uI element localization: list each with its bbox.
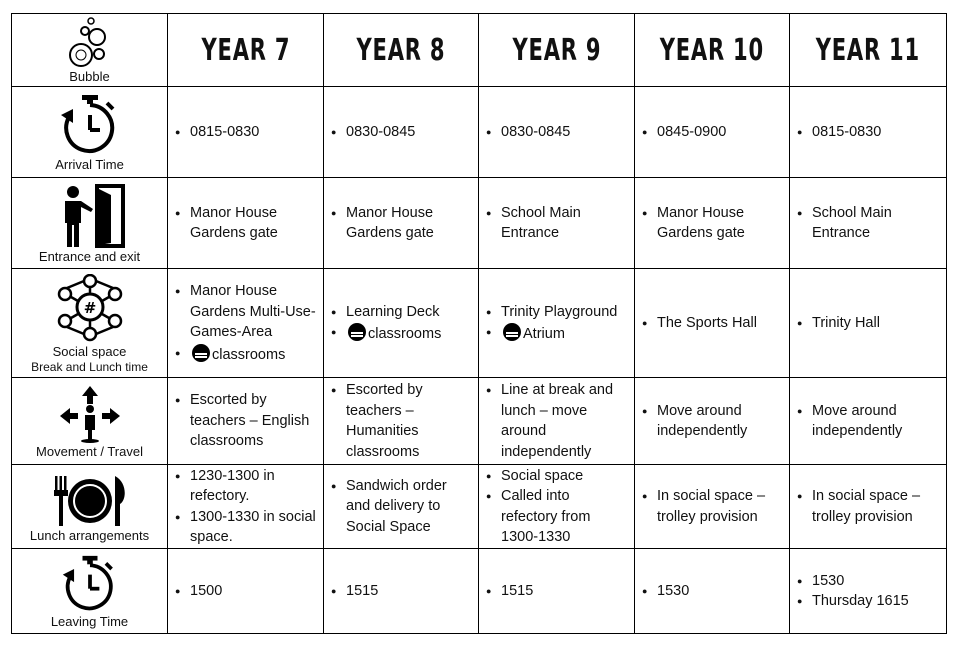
list-item: ● 1500 (190, 581, 317, 602)
entrance-y8 (324, 178, 479, 269)
lunch-y10 (635, 465, 790, 549)
list-item: ● Move around independently (812, 401, 940, 442)
arrival-time-label-cell (12, 87, 168, 178)
social-space-label-cell (12, 269, 168, 378)
arrival-time-label: Arrival Time (55, 157, 124, 172)
entrance-y10 (635, 178, 790, 269)
entrance-y9 (479, 178, 635, 269)
movement-y11 (790, 378, 947, 465)
movement-y7 (168, 378, 324, 465)
timetable-grid (11, 13, 947, 634)
classrooms-text: classrooms (368, 326, 442, 342)
list-item: ● Manor House Gardens gate (657, 203, 783, 244)
year-11-header (790, 14, 947, 87)
list-item: ● 1515 (501, 581, 628, 602)
leaving-y9 (479, 549, 635, 634)
entrance-exit-row (12, 178, 947, 269)
arrival-time-row (12, 87, 947, 178)
list-item: ● 0845-0900 (657, 122, 783, 143)
list-item: ● Escorted by teachers – English classrooms (190, 390, 317, 452)
entrance-y7 (168, 178, 324, 269)
arrival-y7 (168, 87, 324, 178)
movement-travel-row (12, 378, 947, 465)
list-item: ● Called into refectory from 1300-1330 (501, 486, 628, 548)
social-network-icon (47, 274, 133, 344)
list-item: ● Learning Deck (346, 302, 472, 323)
list-item: ● 0815-0830 (812, 122, 940, 143)
year-9-header (479, 14, 635, 87)
arrival-y9 (479, 87, 635, 178)
bubble-header-cell (12, 14, 168, 87)
entrance-exit-label: Entrance and exit (38, 249, 141, 264)
directions-icon (58, 384, 122, 444)
list-item: ● The Sports Hall (657, 313, 783, 334)
stopwatch-icon (55, 93, 125, 157)
list-item (346, 322, 472, 345)
movement-travel-label-cell (12, 378, 168, 465)
leaving-y8 (324, 549, 479, 634)
arrival-y10 (635, 87, 790, 178)
list-item: ● School Main Entrance (812, 203, 940, 244)
list-item: ● 0830-0845 (501, 122, 628, 143)
leaving-y10 (635, 549, 790, 634)
list-item: ● Trinity Hall (812, 313, 940, 334)
year-8-title: YEAR 8 (356, 32, 446, 68)
entrance-exit-label-cell (12, 178, 168, 269)
movement-y10 (635, 378, 790, 465)
leaving-y11 (790, 549, 947, 634)
list-item (190, 343, 317, 366)
list-item: ● 1230-1300 in refectory. (190, 466, 317, 507)
classrooms-text: classrooms (212, 346, 286, 363)
list-item: ● Move around independently (657, 401, 783, 442)
cutlery-plate-icon (47, 472, 133, 528)
list-item: ● 1530 (657, 581, 783, 602)
leaving-time-row (12, 549, 947, 634)
movement-y9 (479, 378, 635, 465)
social-space-label: Social space (52, 343, 127, 359)
year-7-title: YEAR 7 (201, 32, 290, 68)
lunch-arrangements-label: Lunch arrangements (29, 527, 150, 543)
year-7-header (168, 14, 324, 87)
lunch-arrangements-row (12, 465, 947, 549)
list-item: ● Sandwich order and delivery to Social Space (346, 476, 472, 538)
entrance-y11 (790, 178, 947, 269)
year-10-title: YEAR 10 (659, 32, 765, 68)
social-y9 (479, 269, 635, 378)
movement-travel-label: Movement / Travel (36, 444, 143, 459)
classroom-icon (346, 322, 368, 342)
atrium-icon (501, 322, 523, 342)
arrival-y11 (790, 87, 947, 178)
list-item: ● Thursday 1615 (812, 591, 940, 612)
list-item: ● 1515 (346, 581, 472, 602)
year-10-header (635, 14, 790, 87)
list-item: ● In social space – trolley provision (812, 486, 940, 527)
list-item: ● In social space – trolley provision (657, 486, 783, 527)
list-item: ● Trinity Playground (501, 302, 628, 323)
lunch-arrangements-label-cell (12, 465, 168, 549)
movement-y8 (324, 378, 479, 465)
social-space-row (12, 269, 947, 378)
list-item: ● Escorted by teachers – Humanities classrooms (346, 380, 472, 462)
lunch-y8 (324, 465, 479, 549)
social-y10 (635, 269, 790, 378)
header-row (12, 14, 947, 87)
classroom-icon (190, 343, 212, 363)
year-8-header (324, 14, 479, 87)
list-item: ● Manor House Gardens Multi-Use-Games-Area (190, 281, 317, 343)
leaving-time-label: Leaving Time (50, 614, 129, 629)
year-9-title: YEAR 9 (512, 32, 601, 68)
list-item: ● 0815-0830 (190, 122, 317, 143)
lunch-y7 (168, 465, 324, 549)
lunch-y9 (479, 465, 635, 549)
bubble-label: Bubble (69, 69, 110, 84)
social-y8 (324, 269, 479, 378)
leaving-y7 (168, 549, 324, 634)
list-item: ● 1300-1330 in social space. (190, 507, 317, 548)
list-item: ● School Main Entrance (501, 203, 628, 244)
social-y11 (790, 269, 947, 378)
svg-text:#: # (83, 298, 96, 317)
list-item: ● Manor House Gardens gate (190, 203, 317, 244)
list-item (501, 322, 628, 345)
list-item: ● 1530 (812, 571, 940, 592)
list-item: ● 0830-0845 (346, 122, 472, 143)
social-y7 (168, 269, 324, 378)
stopwatch-icon (55, 554, 125, 614)
arrival-y8 (324, 87, 479, 178)
social-space-sublabel: Break and Lunch time (31, 359, 148, 374)
leaving-time-label-cell (12, 549, 168, 634)
lunch-y11 (790, 465, 947, 549)
bubbles-icon (67, 17, 113, 69)
year-11-title: YEAR 11 (815, 32, 921, 68)
list-item: ● Line at break and lunch – move around independently (501, 380, 628, 462)
person-door-icon (53, 183, 127, 249)
list-item: ● Manor House Gardens gate (346, 203, 472, 244)
list-item: ● Social space (501, 466, 628, 487)
atrium-text: Atrium (523, 326, 565, 342)
